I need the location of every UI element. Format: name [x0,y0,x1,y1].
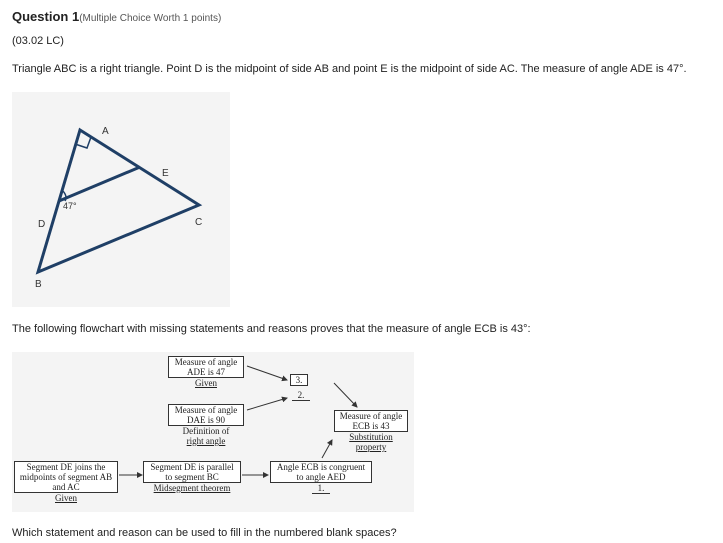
box5-line1: Angle ECB is congruent [276,462,366,472]
triangle-diagram [12,92,230,307]
label-b: B [35,279,42,290]
box4-line1: Segment DE is parallel [150,462,234,472]
label-d: D [38,219,46,230]
box1-reason: Given [195,378,217,388]
box2-reason-line2: right angle [186,436,226,446]
label-c: C [195,217,203,228]
triangle-figure [12,92,230,307]
question-prompt: Triangle ABC is a right triangle. Point D is the midpoint of side AB and point E is the midpoint of side AC. The measure of angle ADE is 47°. [12,63,687,75]
blank-3 [290,374,308,386]
final-question: Which statement and reason can be used to fill in the numbered blank spaces? [12,527,397,539]
blank-2 [292,390,308,401]
box1-line2: ADE is 47 [187,367,225,377]
box6-line2: ECB is 43 [352,421,390,431]
flowchart-box-5 [270,461,372,494]
box3-line3: and AC [52,482,80,492]
box1-line1: Measure of angle [174,357,238,367]
blank-1: 1. [312,483,330,494]
box3-reason: Given [55,493,77,503]
box2-line1: Measure of angle [174,405,238,415]
flowchart-box-4 [143,461,241,493]
arrow-box2-to-blank3 [247,398,287,410]
label-e: E [162,168,169,179]
box3-line1: Segment DE joins the [26,462,106,472]
flowchart-box-2 [168,404,244,446]
box6-line1: Measure of angle [339,411,403,421]
midsegment-de [59,167,140,201]
flowchart-box-6 [334,410,408,452]
flowchart-box-3 [14,461,118,503]
flowchart [12,352,414,512]
box5-line2: to angle AED [296,472,346,482]
blank-3-box: 3. [290,374,308,386]
question-code: (03.02 LC) [12,35,64,47]
box4-line2: to segment BC [165,472,219,482]
angle-label-47: 47° [63,201,77,211]
question-number: Question 1 [12,9,80,24]
box3-line2: midpoints of segment AB [19,472,113,482]
label-a: A [102,126,109,137]
question-worth: (Multiple Choice Worth 1 points) [79,13,222,24]
arrow-blank3-to-box6 [334,383,357,407]
blank-2-line: 2. [292,390,310,401]
flowchart-box-1 [168,356,244,388]
arrow-box1-to-blank3 [247,366,287,380]
box6-reason: Substitution property [349,432,393,452]
box4-reason: Midsegment theorem [153,483,231,493]
arrow-box5-to-box6 [322,440,332,458]
box2-reason-line1: Definition of [182,426,230,436]
box2-line2: DAE is 90 [187,415,225,425]
flowchart-prompt: The following flowchart with missing statements and reasons proves that the measure of angle ECB is 43°: [12,323,531,335]
question-title [12,9,221,24]
